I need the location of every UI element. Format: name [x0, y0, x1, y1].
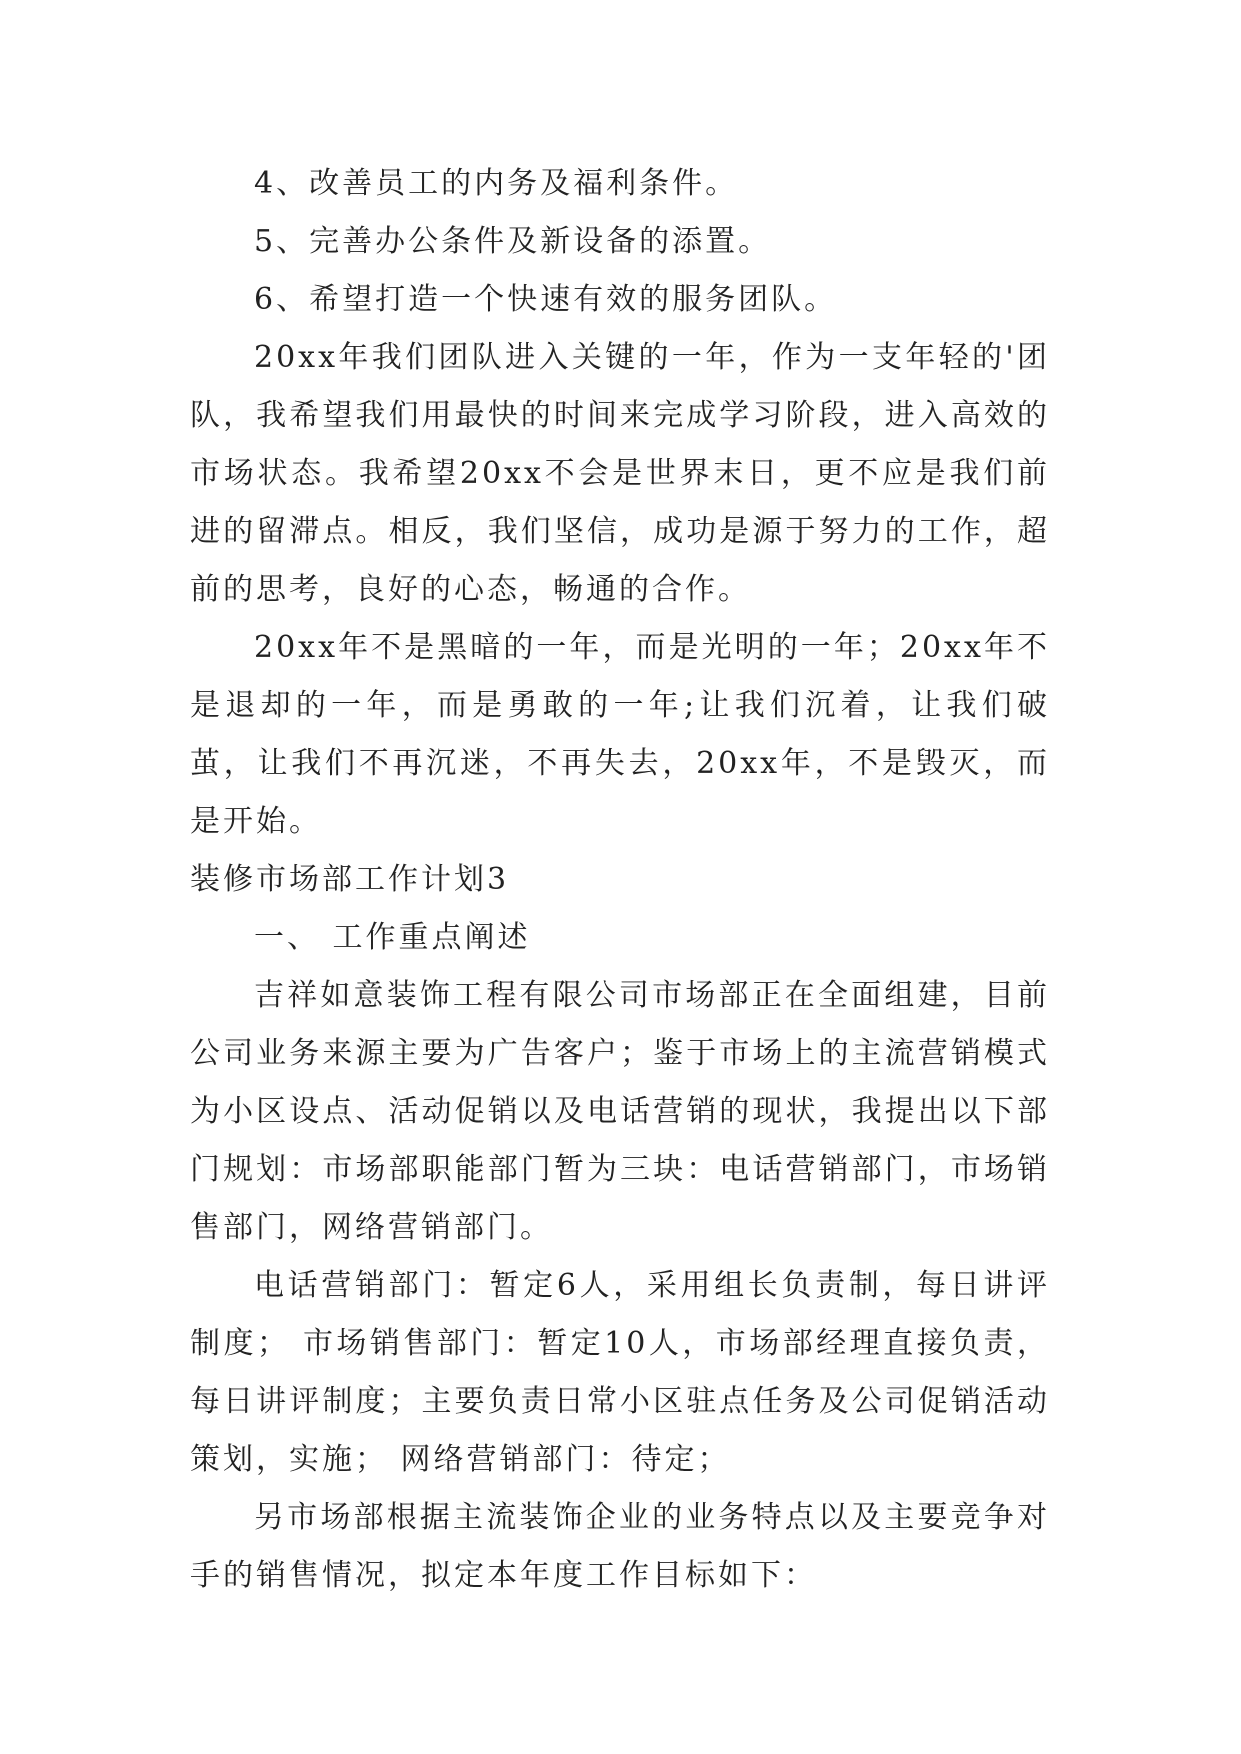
- list-item: 5、完善办公条件及新设备的添置。: [254, 224, 772, 259]
- document-body: [190, 155, 1050, 1605]
- body-paragraph: 20xx年我们团队进入关键的一年，作为一支年轻的'团队，我希望我们用最快的时间来完成学习阶段，进入高效的市场状态。我希望20xx不会是世界末日，更不应是我们前进的留滞点。相反，我们坚信，成功是源于努力的工作，超前的思考，良好的心态，畅通的合作。: [190, 340, 1050, 607]
- body-paragraph: 电话营销部门：暂定6人，采用组长负责制，每日讲评制度； 市场销售部门：暂定10人，市场部经理直接负责，每日讲评制度；主要负责日常小区驻点任务及公司促销活动策划，实施； 网络营销部门：待定；: [190, 1268, 1050, 1477]
- list-item: 6、希望打造一个快速有效的服务团队。: [254, 282, 838, 317]
- body-paragraph: 另市场部根据主流装饰企业的业务特点以及主要竞争对手的销售情况，拟定本年度工作目标如下：: [190, 1500, 1050, 1593]
- section-title: 装修市场部工作计划3: [190, 862, 510, 897]
- list-item: 4、改善员工的内务及福利条件。: [254, 166, 739, 201]
- body-paragraph: 20xx年不是黑暗的一年，而是光明的一年；20xx年不是退却的一年，而是勇敢的一年;让我们沉着，让我们破茧，让我们不再沉迷，不再失去，20xx年，不是毁灭，而是开始。: [190, 630, 1050, 839]
- section-heading: 一、 工作重点阐述: [254, 920, 531, 955]
- body-paragraph: 吉祥如意装饰工程有限公司市场部正在全面组建，目前公司业务来源主要为广告客户；鉴于市场上的主流营销模式为小区设点、活动促销以及电话营销的现状，我提出以下部门规划：市场部职能部门暂为三块：电话营销部门，市场销售部门，网络营销部门。: [190, 978, 1050, 1245]
